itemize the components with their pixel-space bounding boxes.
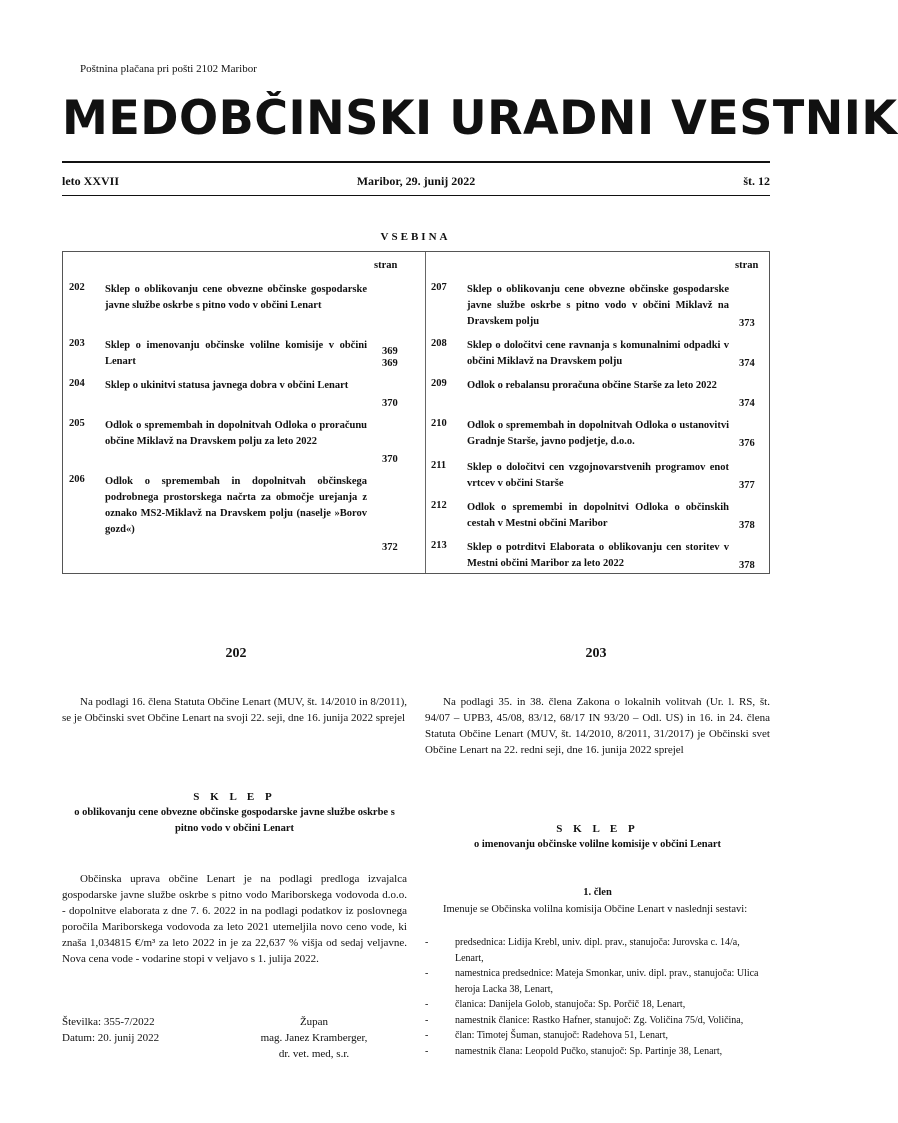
- section-202-intro: [62, 694, 407, 726]
- list-item: [425, 935, 770, 966]
- section-202-signature: [234, 1014, 394, 1062]
- contents-item-title: Sklep o določitvi cen vzgojnovarstvenih programov enot vrtcev v občini Starše: [467, 462, 729, 489]
- section-202-number: 202: [225, 646, 247, 661]
- contents-item-title: Sklep o potrditvi Elaborata o oblikovanju cen storitev v Mestni občini Maribor za leto 2022: [467, 542, 729, 569]
- section-202-title: S K L E P: [193, 791, 276, 803]
- section-203-intro: [425, 694, 770, 758]
- section-202-body: [62, 871, 407, 967]
- contents-item-title: Sklep o imenovanju občinske volilne komisije v občini Lenart: [105, 340, 367, 367]
- masthead-title: MEDOBČINSKI URADNI VESTNIK: [62, 91, 898, 146]
- contents-title: VSEBINA: [380, 231, 451, 243]
- section-203-intro-text: Na podlagi 35. in 38. člena Zakona o lokalnih volitvah (Ur. l. RS, št. 94/07 – UPB3, 45/08, 83/12, 68/17 IN 93/20 – Odl. US) in 16. in 24. člena Statuta Občine Lenart (MUV, št. 14/2010, 8/2011, 31/2017) je Občinski svet Občine Lenart na 22. redni seji, dne 16. junija 2022 sprejel: [425, 696, 770, 756]
- list-dash: -: [425, 937, 429, 948]
- section-203-title: S K L E P: [556, 823, 639, 835]
- section-203-article-heading: [425, 885, 770, 901]
- list-dash: -: [425, 968, 429, 979]
- list-dash: -: [425, 1045, 429, 1057]
- contents-item-number: 206: [69, 474, 85, 485]
- contents-item-page: 372: [382, 542, 398, 553]
- contents-item-number: 203: [69, 338, 85, 349]
- list-item: [425, 966, 770, 997]
- section-202-signer-title: dr. vet. med, s.r.: [278, 1048, 350, 1060]
- list-dash: -: [425, 1030, 429, 1041]
- contents-page-label-left: stran: [374, 260, 398, 271]
- contents-item-number: 208: [431, 338, 447, 349]
- commission-members-list: [425, 935, 770, 1059]
- member-text: predsednica: Lidija Krebl, univ. dipl. prav., stanujoča: Jurovska c. 14/a, Lenart,: [455, 937, 740, 964]
- header-rule-top: [62, 161, 770, 163]
- contents-item-page: 374: [739, 358, 755, 369]
- contents-item-title: Odlok o rebalansu proračuna občine Starše za leto 2022: [467, 380, 717, 391]
- section-203-number: 203: [585, 646, 607, 661]
- issue-info-bar: [62, 174, 770, 190]
- member-text: namestnik članice: Rastko Hafner, stanujoč: Zg. Voličina 75/d, Voličina,: [455, 1014, 744, 1026]
- volume-year: leto XXVII: [62, 174, 119, 188]
- contents-item-title: Sklep o oblikovanju cene obvezne občinske gospodarske javne službe oskrbe s pitno vodo v občini Miklavž na Dravskem polju: [467, 284, 729, 327]
- list-item: [425, 997, 770, 1013]
- member-text: namestnik člana: Leopold Pučko, stanujoč: Sp. Partinje 38, Lenart,: [455, 1045, 723, 1057]
- contents-item-title: Odlok o spremembah in dopolnitvah Odloka o proračunu občine Miklavž na Dravskem polju za leto 2022: [105, 420, 367, 447]
- member-text: članica: Danijela Golob, stanujoča: Sp. Porčič 18, Lenart,: [455, 999, 686, 1010]
- issue-number: št. 12: [743, 174, 770, 188]
- list-dash: -: [425, 999, 429, 1010]
- contents-item-number: 207: [431, 282, 447, 293]
- contents-item-title: Sklep o ukinitvi statusa javnega dobra v občini Lenart: [105, 380, 349, 391]
- contents-item-title: Odlok o spremembi in dopolnitvi Odloka o občinskih cestah v Mestni občini Maribor: [467, 502, 729, 529]
- contents-item-number: 211: [431, 460, 447, 471]
- list-item: [425, 1044, 770, 1060]
- contents-item-page: 369: [382, 358, 398, 369]
- list-dash: -: [425, 1014, 429, 1026]
- section-203-article: 1. člen: [583, 887, 612, 898]
- contents-page-label-right: stran: [735, 260, 759, 271]
- section-202-body-text-end: za leto 2022 in je za 22,637 % višja od sedaj veljavne. Nova cena vode - vodarine stopi v veljavo s 1. julija 2022.: [62, 937, 408, 965]
- contents-item-page: 370: [382, 454, 398, 465]
- postage-note: Poštnina plačana pri pošti 2102 Maribor: [80, 63, 257, 75]
- issue-date: Maribor, 29. junij 2022: [356, 174, 476, 188]
- contents-item-title: Sklep o določitvi cene ravnanja s komunalnimi odpadki v občini Miklavž na Dravskem polju: [467, 340, 729, 367]
- section-203-article-intro-text: Imenuje se Občinska volilna komisija Občine Lenart v naslednji sestavi:: [443, 904, 748, 915]
- section-202-signer-name: mag. Janez Kramberger,: [260, 1032, 368, 1044]
- contents-item-number: 212: [431, 500, 447, 511]
- section-202-doc-date: Datum: 20. junij 2022: [62, 1032, 160, 1044]
- contents-item-title: Sklep o oblikovanju cene obvezne občinske gospodarske javne službe oskrbe s pitno vodo v občini Lenart: [105, 284, 367, 311]
- contents-item-title: Odlok o spremembah in dopolnitvah Odloka o ustanovitvi Gradnje Starše, javno podjetje, d.o.o.: [467, 420, 729, 447]
- section-202-doc-meta: [62, 1014, 159, 1046]
- contents-item-number: 213: [431, 540, 447, 551]
- contents-item-page: 377: [739, 480, 755, 491]
- contents-item-title: Odlok o spremembah in dopolnitvah občinskega podrobnega prostorskega načrta za območje urejanja z oznako MS2-Miklavž na Dravskem polju (naselje »Borov gozd«): [105, 476, 367, 535]
- contents-item-page: 378: [739, 560, 755, 571]
- section-202-signer-role: Župan: [299, 1016, 329, 1028]
- contents-item-number: 205: [69, 418, 85, 429]
- contents-item-number: 210: [431, 418, 447, 429]
- list-item: [425, 1013, 770, 1029]
- contents-table: [62, 251, 770, 574]
- section-203-subtitle: o imenovanju občinske volilne komisije v občini Lenart: [473, 839, 722, 850]
- section-203-heading: [425, 823, 770, 853]
- contents-item-page: 370: [382, 398, 398, 409]
- contents-item-page: 376: [739, 438, 755, 449]
- contents-item-number: 204: [69, 378, 85, 389]
- section-202-intro-text: Na podlagi 16. člena Statuta Občine Lenart (MUV, št. 14/2010 in 8/2011), se je Občinski svet Občine Lenart na svoji 22. seji, dne 16. junija 2022 sprejel: [62, 696, 407, 724]
- member-text: član: Timotej Šuman, stanujoč: Radehova 51, Lenart,: [455, 1030, 669, 1041]
- section-202-price-unit: €/m³: [134, 937, 156, 949]
- contents-item-number: 209: [431, 378, 447, 389]
- section-203-article-intro: [425, 902, 770, 918]
- contents-column-divider: [425, 252, 426, 573]
- section-202-heading: [62, 791, 407, 837]
- section-202-body-text: Občinska uprava občine Lenart je na podlagi predloga izvajalca gospodarske javne službe oskrbe s pitno vodo Mariborskega vodovoda d.o.o. - dopolnitve elaborata z dne 7. 6. 2022 in na podlagi podatkov iz poslovnega poročila Mariborskega vodovoda za leto 2021 utemeljila novo ceno vode, ki znaša 1,034815: [62, 873, 407, 949]
- contents-item-page: 369: [382, 346, 398, 357]
- list-item: [425, 1028, 770, 1044]
- member-text: namestnica predsednice: Mateja Smonkar, univ. dipl. prav., stanujoča: Ulica heroja Lacka 38, Lenart,: [455, 968, 759, 995]
- contents-item-page: 374: [739, 398, 755, 409]
- contents-item-page: 378: [739, 520, 755, 531]
- contents-item-number: 202: [69, 282, 85, 293]
- header-rule-bottom: [62, 195, 770, 196]
- section-202-subtitle: o oblikovanju cene obvezne občinske gospodarske javne službe oskrbe s pitno vodo v občini Lenart: [74, 807, 395, 834]
- section-202-doc-number: Številka: 355-7/2022: [62, 1016, 155, 1028]
- contents-item-page: 373: [739, 318, 755, 329]
